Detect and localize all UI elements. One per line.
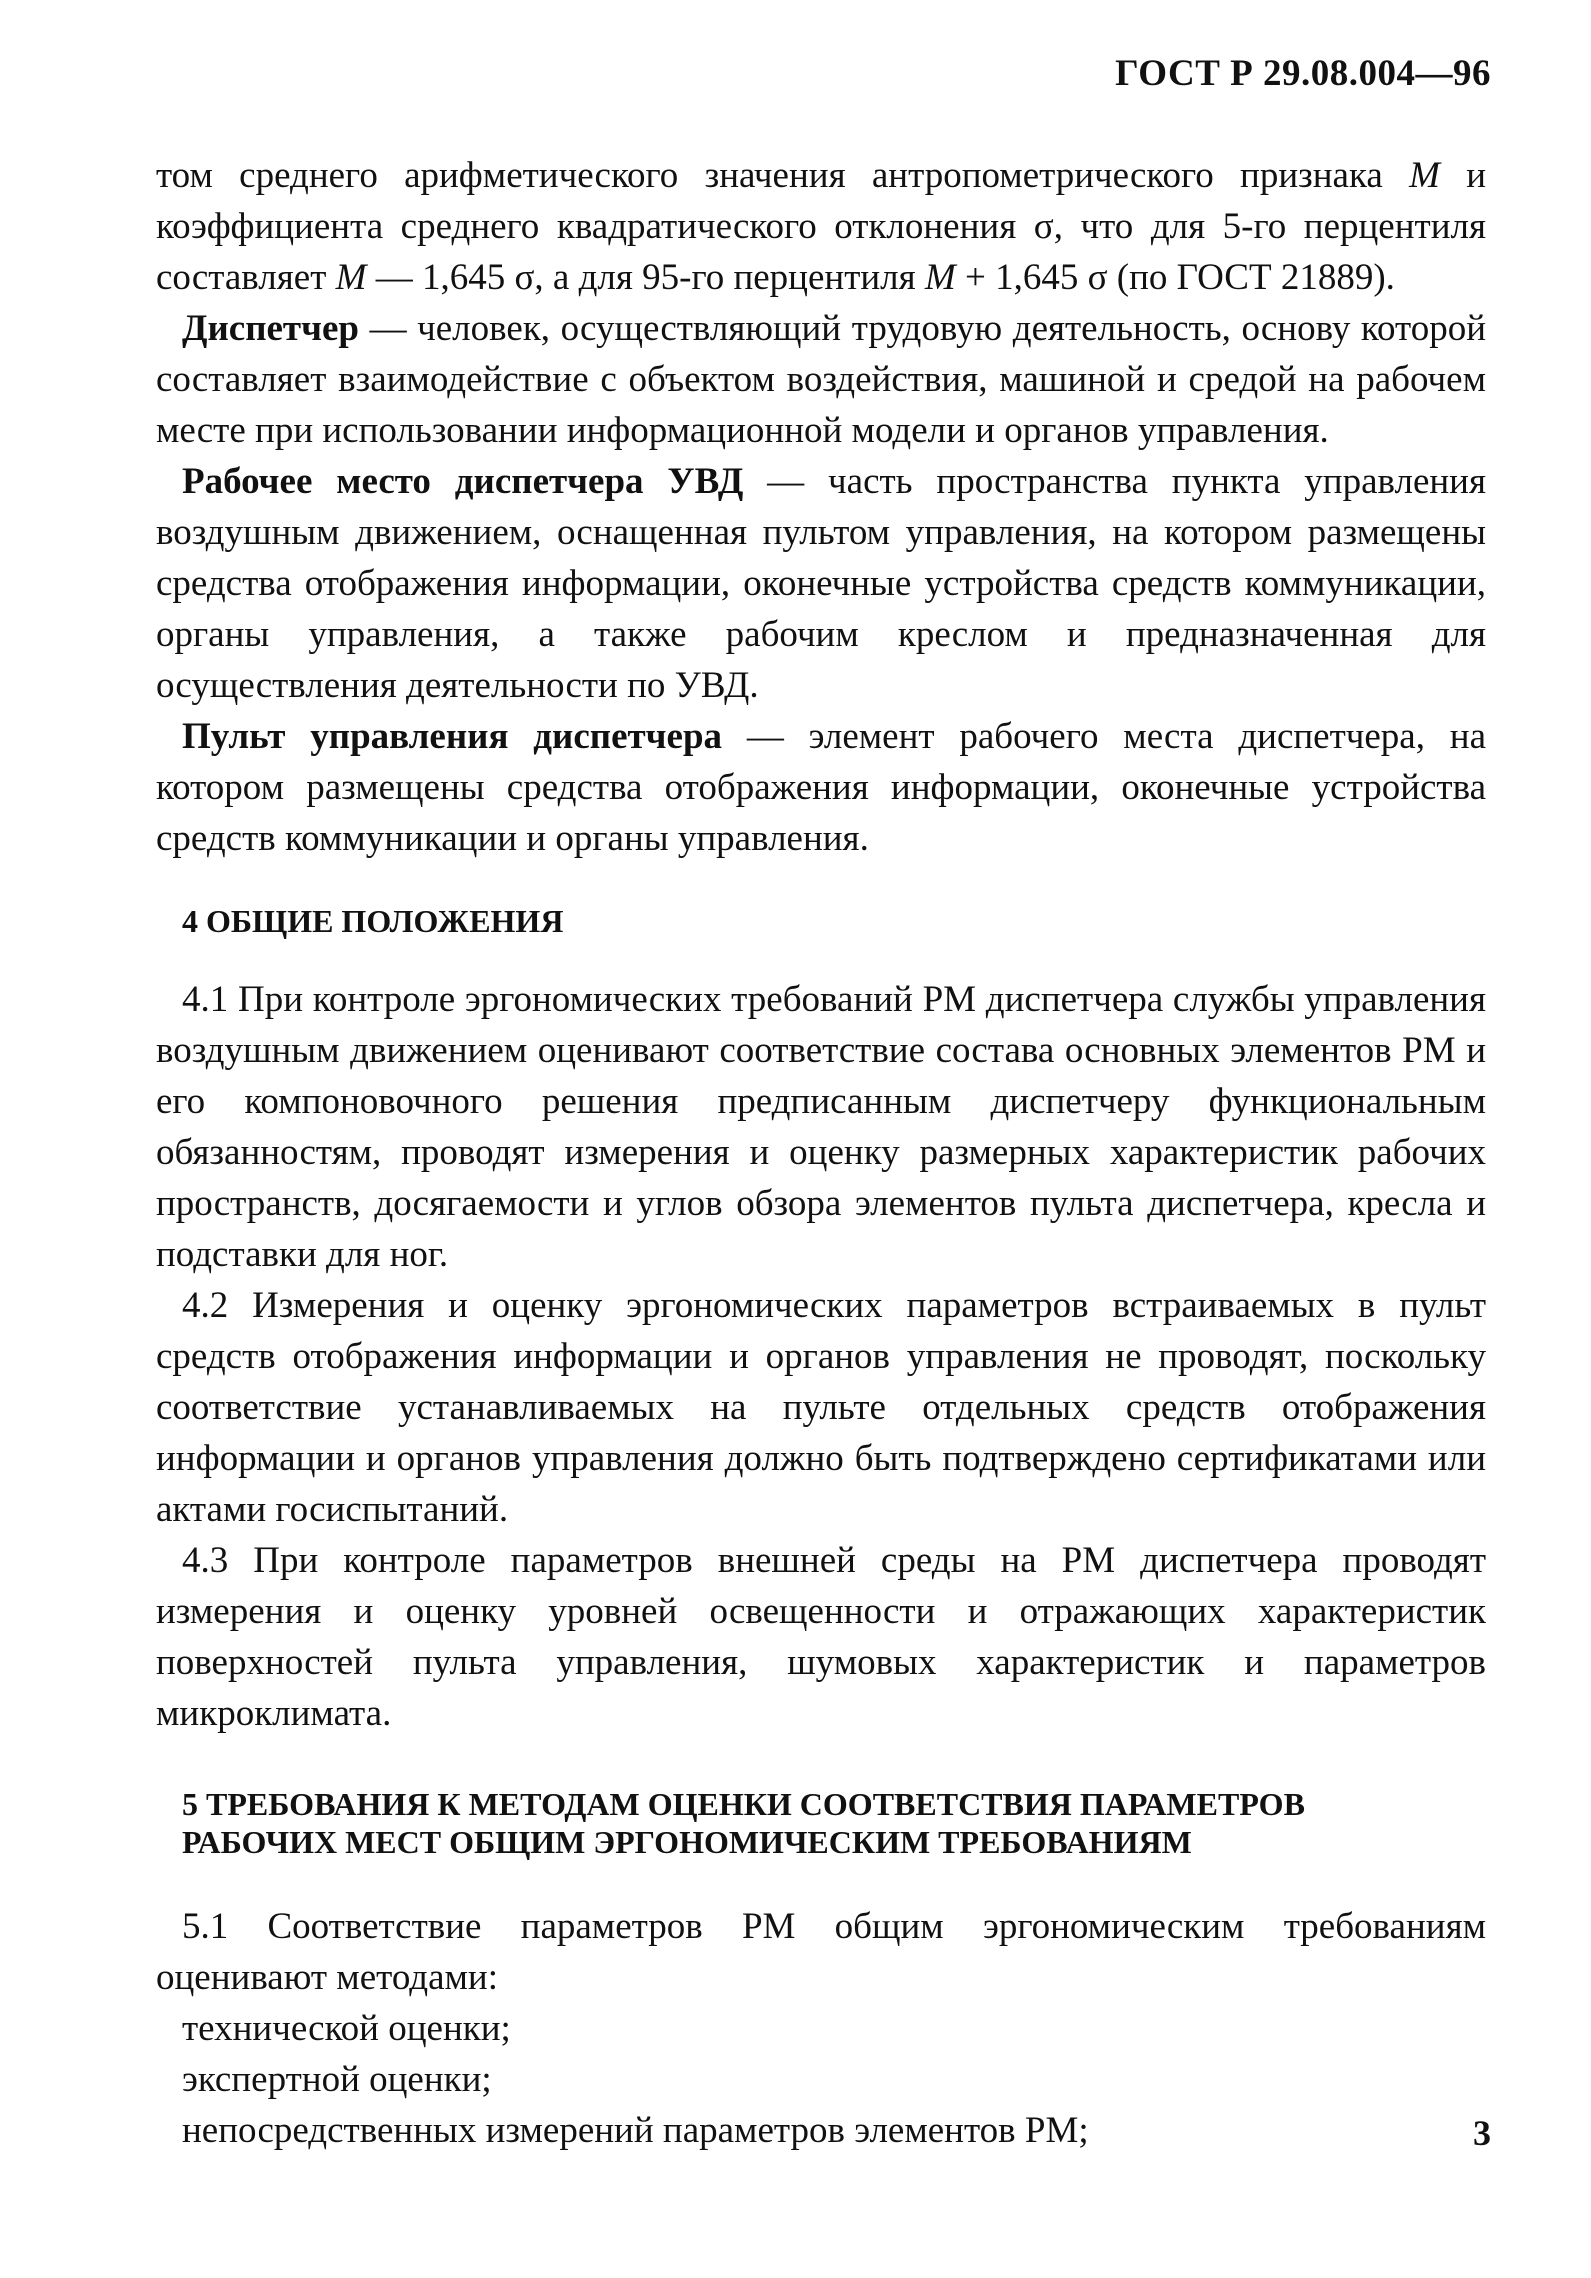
symbol-m: M	[1409, 155, 1440, 196]
paragraph-4-3: 4.3 При контроле параметров внешней среды на РМ диспетчера проводят измерения и оценку уровней освещенности и отражающих характеристик поверхностей пульта управления, шумовых характеристик и параметров микроклимата.	[156, 1540, 1486, 1734]
section-5-title	[182, 1785, 1486, 1861]
intro-text-2: и коэффициента среднего квадратического отклонения σ, что для 5-го перцентиля составляет	[156, 155, 1486, 298]
symbol-m-3: M	[924, 257, 956, 298]
definition-console	[156, 711, 1486, 864]
list-item: экспертной оценки;	[182, 2059, 492, 2100]
page-content	[156, 150, 1486, 2156]
list-item: технической оценки;	[182, 2008, 511, 2049]
document-code-header: ГОСТ Р 29.08.004—96	[1115, 53, 1491, 94]
definition-dispatcher	[156, 303, 1486, 456]
definition-workplace	[156, 456, 1486, 711]
paragraph-5-1: 5.1 Соответствие параметров РМ общим эргономическим требованиям оценивают методами:	[156, 1906, 1486, 1998]
section-5-title-line-2: РАБОЧИХ МЕСТ ОБЩИМ ЭРГОНОМИЧЕСКИМ ТРЕБОВАНИЯМ	[182, 1824, 1192, 1860]
list-item: непосредственных измерений параметров элементов РМ;	[182, 2110, 1089, 2151]
intro-paragraph	[156, 150, 1486, 303]
definition-term: Пульт управления диспетчера	[182, 716, 723, 757]
definition-text: — человек, осуществляющий трудовую деятельность, основу которой составляет взаимодействие с объектом воздействия, машиной и средой на рабочем месте при использовании информационной модели и органов управления.	[156, 308, 1486, 451]
definition-text: — часть пространства пункта управления воздушным движением, оснащенная пультом управления, на котором размещены средства отображения информации, оконечные устройства средств коммуникации, органы управления, а также рабочим креслом и предназначенная для осуществления деятельности по УВД.	[156, 461, 1486, 706]
section-5-title-line-1: 5 ТРЕБОВАНИЯ К МЕТОДАМ ОЦЕНКИ СООТВЕТСТВИЯ ПАРАМЕТРОВ	[182, 1786, 1305, 1822]
definition-term: Рабочее место диспетчера УВД	[182, 461, 744, 502]
symbol-m-2: M	[335, 257, 367, 298]
definition-term: Диспетчер	[182, 308, 359, 349]
paragraph-4-2: 4.2 Измерения и оценку эргономических параметров встраиваемых в пульт средств отображения информации и органов управления не проводят, поскольку соответствие устанавливаемых на пульте отдельных средств отображения информации и органов управления должно быть подтверждено сертификатами или актами госиспытаний.	[156, 1285, 1486, 1530]
intro-text-1: том среднего арифметического значения антропометрического признака	[156, 155, 1410, 196]
definition-text: — элемент рабочего места диспетчера, на котором размещены средства отображения информации, оконечные устройства средств коммуникации и органы управления.	[156, 716, 1486, 859]
section-4-title: 4 ОБЩИЕ ПОЛОЖЕНИЯ	[182, 903, 564, 939]
paragraph-4-1: 4.1 При контроле эргономических требований РМ диспетчера службы управления воздушным движением оценивают соответствие состава основных элементов РМ и его компоновочного решения предписанным диспетчеру функциональным обязанностям, проводят измерения и оценку размерных характеристик рабочих пространств, досягаемости и углов обзора элементов пульта диспетчера, кресла и подставки для ног.	[156, 979, 1486, 1275]
intro-text-3: — 1,645 σ, а для 95-го перцентиля	[366, 257, 925, 298]
page-number: 3	[1473, 2113, 1491, 2153]
intro-text-4: + 1,645 σ (по ГОСТ 21889).	[955, 257, 1395, 298]
